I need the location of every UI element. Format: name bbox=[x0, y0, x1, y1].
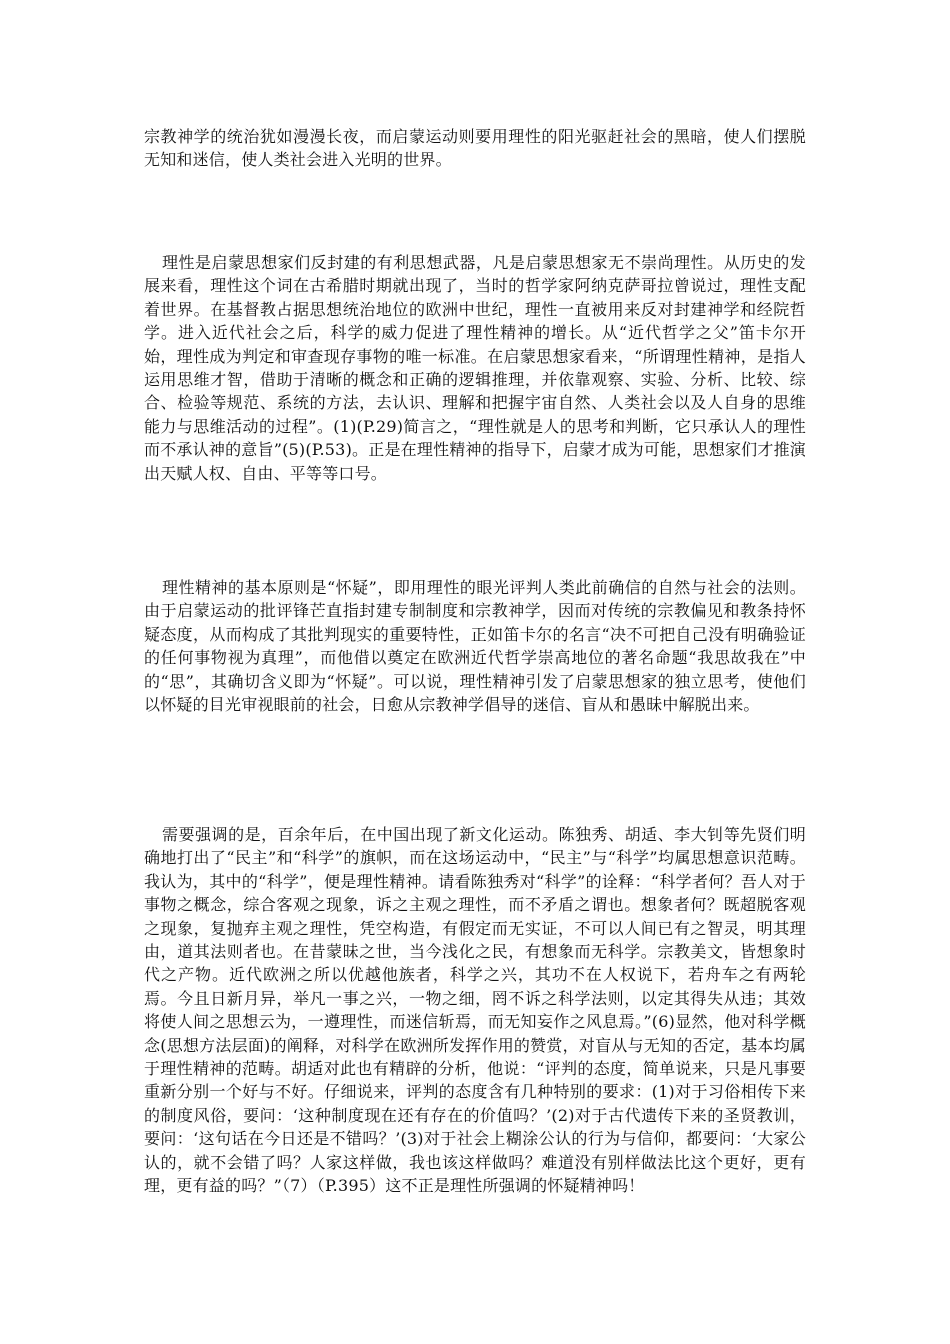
paragraph-doubt-principle: 理性精神的基本原则是“怀疑”，即用理性的眼光评判人类此前确信的自然与社会的法则。由于启蒙运动的批评锋芒直指封建专制制度和宗教神学，因而对传统的宗教偏见和教条持怀疑态度，从而构成了其批判现实的重要特性，正如笛卡尔的名言“决不可把自己没有明确验证的任何事物视为真理”，而他借以奠定在欧洲近代哲学崇高地位的著名命题“我思故我在”中的“思”，其确切含义即为“怀疑”。可以说，理性精神引发了启蒙思想家的独立思考，使他们以怀疑的目光审视眼前的社会，日愈从宗教神学倡导的迷信、盲从和愚昧中解脱出来。 bbox=[144, 578, 806, 715]
paragraph-intro: 宗教神学的统治犹如漫漫长夜，而启蒙运动则要用理性的阳光驱赶社会的黑暗，使人们摆脱无知和迷信，使人类社会进入光明的世界。 bbox=[144, 127, 806, 170]
paragraph-reason-weapon: 理性是启蒙思想家们反封建的有利思想武器，凡是启蒙思想家无不崇尚理性。从历史的发展来看，理性这个词在古希腊时期就出现了，当时的哲学家阿纳克萨哥拉曾说过，理性支配着世界。在基督教占据思想统治地位的欧洲中世纪，理性一直被用来反对封建神学和经院哲学。进入近代社会之后，科学的威力促进了理性精神的增长。从“近代哲学之父”笛卡尔开始，理性成为判定和审查现存事物的唯一标准。在启蒙思想家看来，“所谓理性精神，是指人运用思维才智，借助于清晰的概念和正确的逻辑推理，并依靠观察、实验、分析、比较、综合、检验等规范、系统的方法，去认识、理解和把握宇宙自然、人类社会以及人自身的思维能力与思维活动的过程”。(1)(P.29)简言之，“理性就是人的思考和判断，它只承认人的理性而不承认神的意旨”(5)(P.53)。正是在理性精神的指导下，启蒙才成为可能，思想家们才推演出天赋人权、自由、平等等口号。 bbox=[144, 253, 806, 483]
paragraph-new-culture-movement: 需要强调的是，百余年后，在中国出现了新文化运动。陈独秀、胡适、李大钊等先贤们明确地打出了“民主”和“科学”的旗帜，而在这场运动中，“民主”与“科学”均属思想意识范畴。我认为，其中的“科学”，便是理性精神。请看陈独秀对“科学”的诠释：“科学者何？吾人对于事物之概念，综合客观之现象，诉之主观之理性，而不矛盾之谓也。想象者何？既超脱客观之现象，复抛弃主观之理性，凭空构造，有假定而无实证，不可以人间已有之智灵，明其理由，道其法则者也。在昔蒙昧之世，当今浅化之民，有想象而无科学。宗教美文，皆想象时代之产物。近代欧洲之所以优越他族者，科学之兴，其功不在人权说下，若舟车之有两轮焉。今且日新月异，举凡一事之兴，一物之细，罔不诉之科学法则，以定其得失从违；其效将使人间之思想云为，一遵理性，而迷信斩焉，而无知妄作之风息焉。”(6)显然，他对科学概念(思想方法层面)的阐释，对科学在欧洲所发挥作用的赞赏，对盲从与无知的否定，基本均属于理性精神的范畴。胡适对此也有精辟的分析，他说：“评判的态度，简单说来，只是凡事要重新分别一个好与不好。仔细说来，评判的态度含有几种特别的要求：(1)对于习俗相传下来的制度风俗，要问：‘这种制度现在还有存在的价值吗？’(2)对于古代遗传下来的圣贤教训，要问：‘这句话在今日还是不错吗？’(3)对于社会上糊涂公认的行为与信仰，都要问：‘大家公认的，就不会错了吗？人家这样做，我也该这样做吗？难道没有别样做法比这个更好，更有理，更有益的吗？”（7）（P.395）这不正是理性所强调的怀疑精神吗！ bbox=[144, 825, 806, 1196]
